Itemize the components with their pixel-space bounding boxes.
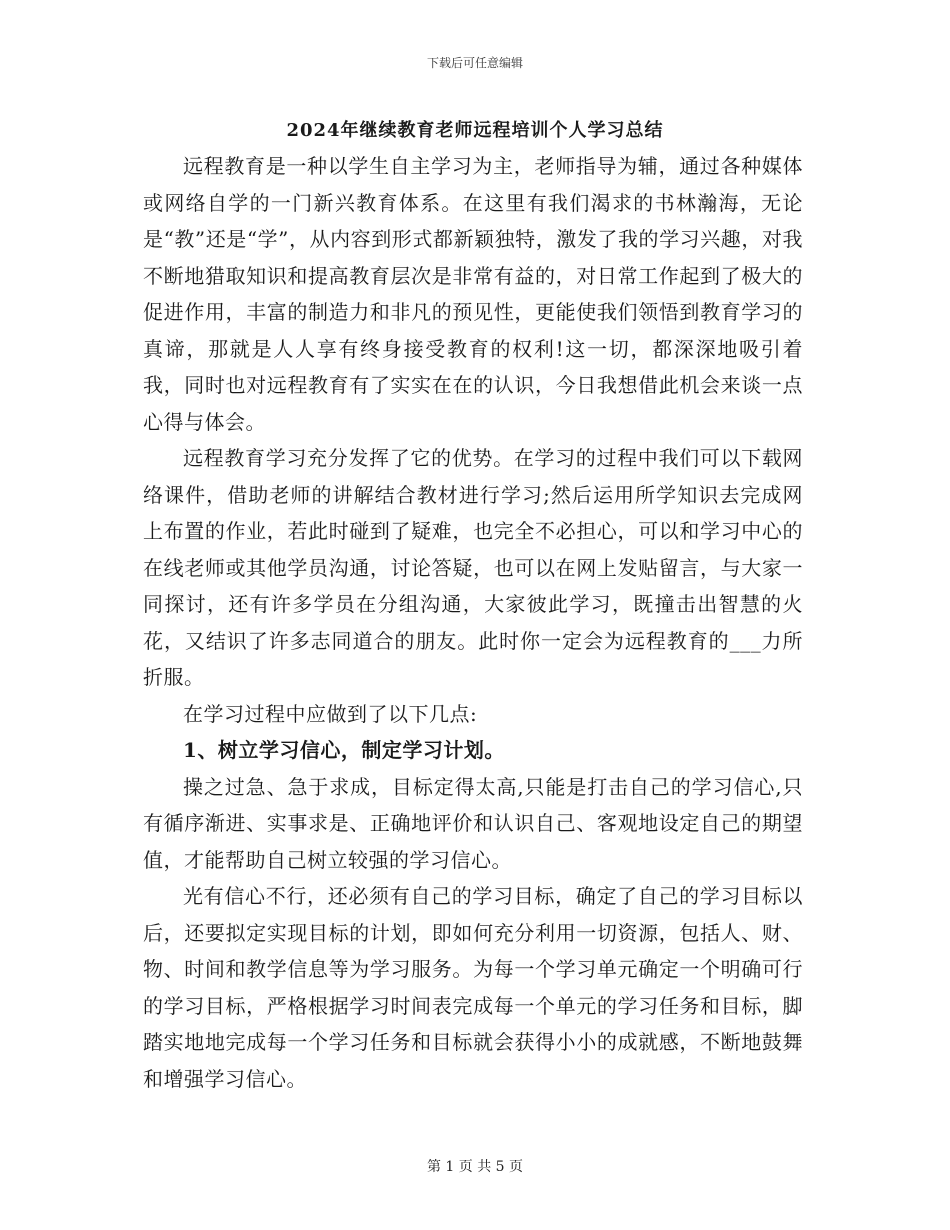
paragraph-advantages: 远程教育学习充分发挥了它的优势。在学习的过程中我们可以下载网络课件，借助老师的讲解结合教材进行学习;然后运用所学知识去完成网上布置的作业，若此时碰到了疑难，也完全不必担心，可以和学习中心的在线老师或其他学员沟通，讨论答疑，也可以在网上发贴留言，与大家一同探讨，还有许多学员在分组沟通，大家彼此学习，既撞击出智慧的火花，又结识了许多志同道合的朋友。此时你一定会为远程教育的___力所折服。 (143, 446, 803, 689)
section-heading-1: 1、树立学习信心，制定学习计划。 (183, 738, 505, 762)
page-header-note: 下载后可任意编辑 (426, 56, 523, 70)
paragraph-goals: 光有信心不行，还必须有自己的学习目标，确定了自己的学习目标以后，还要拟定实现目标的计划，即如何充分利用一切资源，包括人、财、物、时间和教学信息等为学习服务。为每一个学习单元确定一个明确可行的学习目标，严格根据学习时间表完成每一个单元的学习任务和目标，脚踏实地地完成每一个学习任务和目标就会获得小小的成就感，不断地鼓舞和增强学习信心。 (143, 884, 803, 1091)
paragraph-confidence: 操之过急、急于求成，目标定得太高,只能是打击自己的学习信心,只有循序渐进、实事求是、正确地评价和认识自己、客观地设定自己的期望值，才能帮助自己树立较强的学习信心。 (143, 774, 803, 872)
page-number: 第 1 页 共 5 页 (426, 1159, 524, 1175)
document-title: 2024年继续教育老师远程培训个人学习总结 (286, 120, 664, 141)
document-body (143, 148, 803, 1097)
paragraph-intro: 远程教育是一种以学生自主学习为主，老师指导为辅，通过各种媒体或网络自学的一门新兴教育体系。在这里有我们渴求的书林瀚海，无论是“教”还是“学”，从内容到形式都新颖独特，激发了我的学习兴趣，对我不断地猎取知识和提高教育层次是非常有益的，对日常工作起到了极大的促进作用，丰富的制造力和非凡的预见性，更能使我们领悟到教育学习的真谛，那就是人人享有终身接受教育的权利!这一切，都深深地吸引着我，同时也对远程教育有了实实在在的认识，今日我想借此机会来谈一点心得与体会。 (143, 154, 803, 434)
paragraph-points-intro: 在学习过程中应做到了以下几点: (183, 701, 478, 726)
